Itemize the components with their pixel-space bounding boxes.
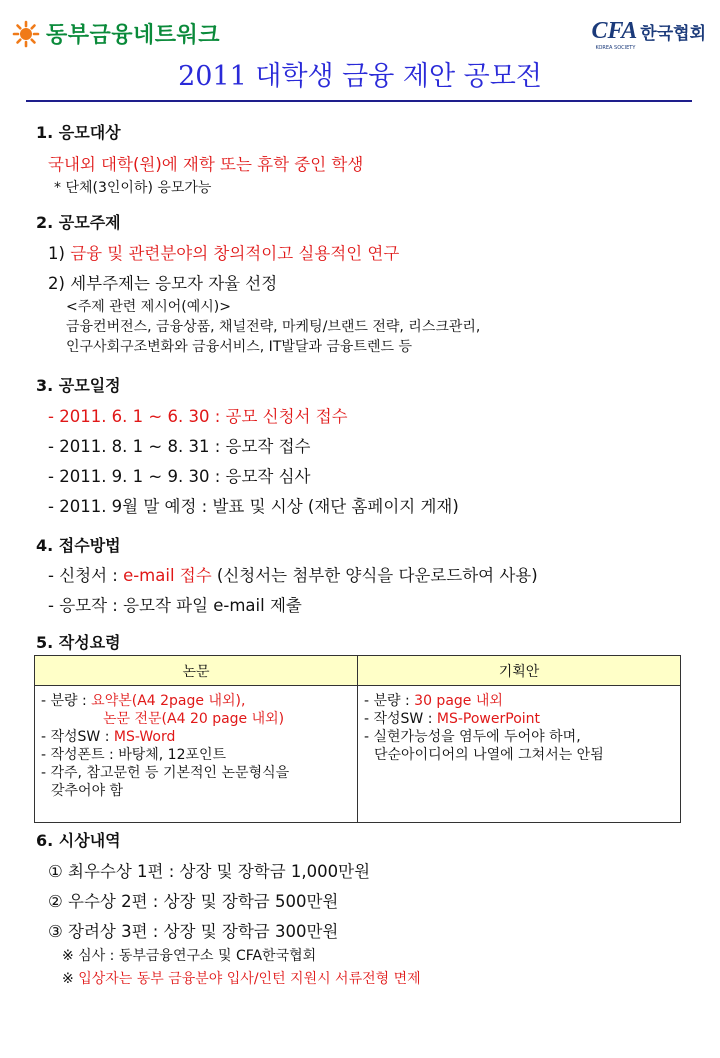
cell-line (41, 692, 351, 710)
schedule-row: - 2011. 9. 1 ~ 9. 30 : 응모작 심사 (48, 467, 311, 486)
cell-text: - 작성SW : (364, 711, 437, 727)
cell-line (364, 692, 674, 710)
cfa-logo-subtext: KOREA SOCIETY (595, 45, 636, 51)
title-divider (26, 100, 692, 102)
item-text: 세부주제는 응모자 자율 선정 (70, 274, 278, 293)
example-title: <주제 관련 제시어(예시)> (66, 299, 232, 315)
section-5-heading: 5. 작성요령 (36, 633, 121, 652)
cell-line: - 실현가능성을 염두에 두어야 하며, (364, 729, 581, 745)
award-row: ③ 장려상 3편 : 상장 및 장학금 300만원 (48, 922, 339, 941)
paper-requirements-cell (35, 686, 358, 823)
cell-line: 논문 전문(A4 20 page 내외) (103, 711, 285, 727)
cfa-logo (591, 18, 706, 51)
benefit-note (62, 968, 421, 988)
row-highlight: e-mail 접수 (123, 566, 212, 585)
schedule-row: - 2011. 9월 말 예정 : 발표 및 시상 (재단 홈페이지 게재) (48, 497, 459, 516)
section-3-heading: 3. 공모일정 (36, 376, 121, 395)
row-prefix: - 신청서 : (48, 566, 124, 585)
sun-logo-icon (12, 20, 40, 48)
item-number: 1) (48, 244, 65, 263)
header (0, 0, 720, 105)
cfa-logo-mark: CFA (591, 18, 638, 44)
note-highlight: 입상자는 동부 금융분야 입사/인턴 지원시 서류전형 면제 (78, 971, 421, 987)
cfa-logo-korean: 한국협회 (640, 24, 706, 44)
dongbu-logo-text: 동부금융네트워크 (46, 23, 221, 48)
cell-text: - 작성SW : (41, 729, 114, 745)
cell-highlight: 요약본(A4 2page 내외), (91, 693, 246, 709)
award-row: ① 최우수상 1편 : 상장 및 장학금 1,000만원 (48, 862, 371, 881)
section-2-heading: 2. 공모주제 (36, 213, 121, 232)
cell-text: - 분량 : (364, 693, 415, 709)
cell-text: - 분량 : (41, 693, 92, 709)
award-row: ② 우수상 2편 : 상장 및 장학금 500만원 (48, 892, 339, 911)
cell-line: 갖추어야 함 (51, 783, 124, 799)
section-6-heading: 6. 시상내역 (36, 831, 121, 850)
cell-line (41, 728, 351, 746)
dongbu-logo (12, 18, 220, 49)
page-title: 2011 대학생 금융 제안 공모전 (178, 61, 542, 92)
plan-requirements-cell (358, 686, 681, 823)
cell-line (364, 710, 674, 728)
cell-line: - 작성폰트 : 바탕체, 12포인트 (41, 747, 227, 763)
section-1-target: 국내외 대학(원)에 재학 또는 휴학 중인 학생 (48, 155, 364, 174)
section-4-heading: 4. 접수방법 (36, 536, 121, 555)
judging-note: ※ 심사 : 동부금융연구소 및 CFA한국협회 (62, 948, 317, 964)
cell-highlight: MS-PowerPoint (436, 711, 541, 727)
col-header-plan: 기획안 (358, 656, 681, 686)
cell-highlight: MS-Word (113, 729, 176, 745)
example-line-1: 금융컨버전스, 금융상품, 채널전략, 마케팅/브랜드 전략, 리스크관리, (66, 319, 481, 335)
col-header-paper: 논문 (35, 656, 358, 686)
row-suffix: (신청서는 첨부한 양식을 다운로드하여 사용) (211, 566, 538, 585)
schedule-row: - 2011. 8. 1 ~ 8. 31 : 응모작 접수 (48, 437, 311, 456)
item-text: 금융 및 관련분야의 창의적이고 실용적인 연구 (70, 244, 400, 263)
example-line-2: 인구사회구조변화와 금융서비스, IT발달과 금융트렌드 등 (66, 339, 412, 355)
submission-row-2: - 응모작 : 응모작 파일 e-mail 제출 (48, 596, 302, 615)
cell-highlight: 30 page 내외 (414, 693, 503, 709)
requirements-table (34, 655, 681, 823)
note-mark: ※ (62, 971, 79, 987)
cell-line: - 각주, 참고문헌 등 기본적인 논문형식을 (41, 765, 290, 781)
section-1-heading: 1. 응모대상 (36, 123, 121, 142)
section-2-item-1 (48, 240, 399, 264)
section-2-item-2 (48, 270, 277, 294)
schedule-row: - 2011. 6. 1 ~ 6. 30 : 공모 신청서 접수 (48, 407, 348, 426)
section-1-note: * 단체(3인이하) 응모가능 (54, 180, 212, 196)
item-number: 2) (48, 274, 65, 293)
cell-line: 단순아이디어의 나열에 그쳐서는 안됨 (374, 747, 604, 763)
submission-row-1 (48, 562, 538, 586)
